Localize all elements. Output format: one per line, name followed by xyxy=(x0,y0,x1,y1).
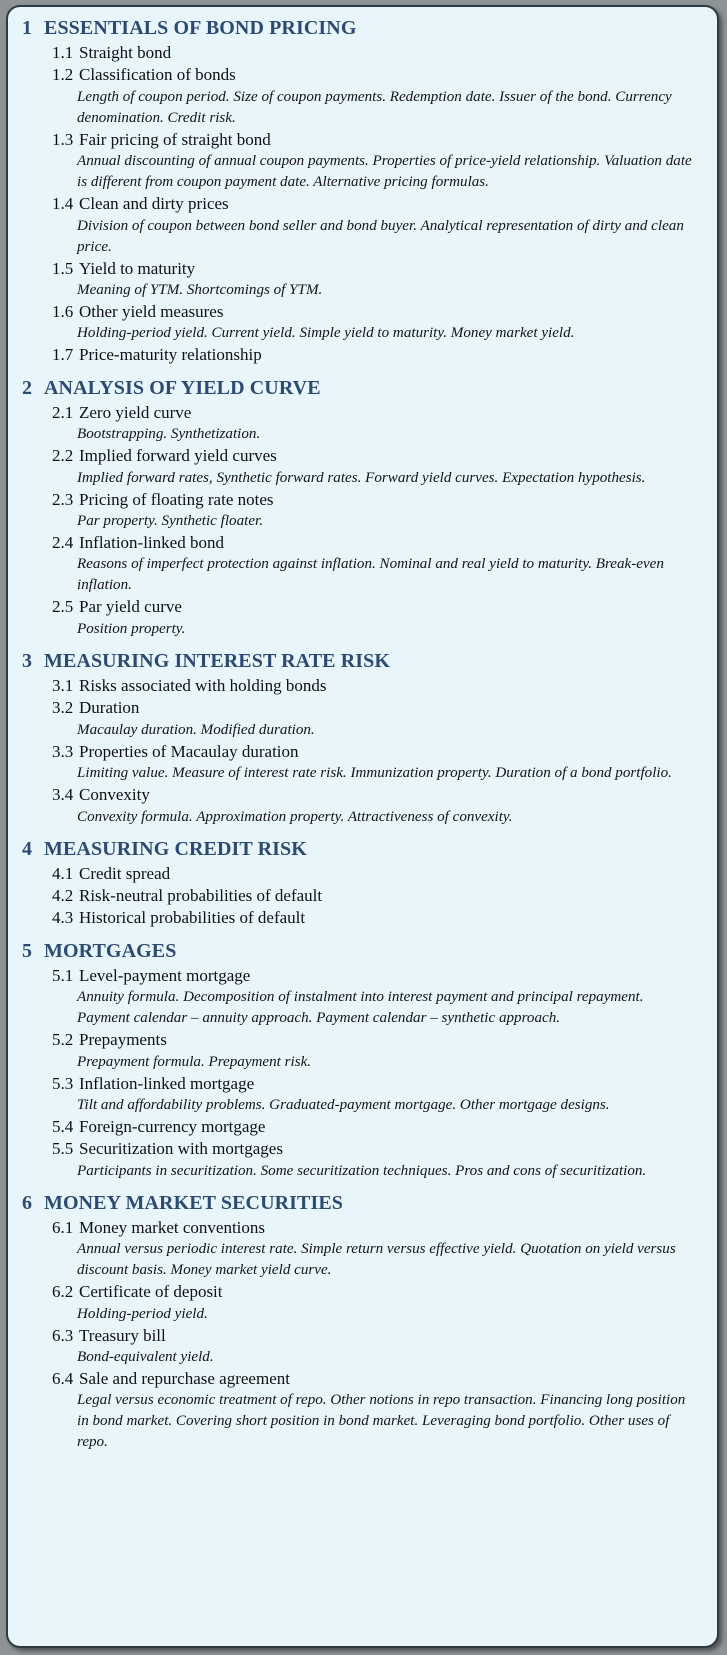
subsection-label: Treasury bill xyxy=(79,1325,166,1345)
subsection-label: Duration xyxy=(79,698,140,718)
outline-subsection xyxy=(20,1029,705,1072)
subsection-number: 5.1 xyxy=(52,965,78,985)
subsection-number: 2.4 xyxy=(52,533,78,553)
subsection-title-row xyxy=(52,1138,705,1160)
subsection-number: 3.3 xyxy=(52,741,78,761)
subsection-title-row xyxy=(52,675,705,697)
subsection-label: Level-payment mortgage xyxy=(79,965,251,985)
subsection-number: 3.2 xyxy=(52,698,78,718)
subsection-number: 1.7 xyxy=(52,345,78,365)
subsection-number: 1.3 xyxy=(52,129,78,149)
subsection-title-row xyxy=(52,741,705,763)
subsection-label: Sale and repurchase agreement xyxy=(79,1368,290,1388)
subsection-title-row xyxy=(52,1281,705,1303)
outline-subsection xyxy=(20,596,705,639)
subsection-label: Historical probabilities of default xyxy=(79,908,306,928)
section-number: 1 xyxy=(22,17,38,39)
outline-subsection xyxy=(20,193,705,257)
subsection-title-row xyxy=(52,1073,705,1095)
subsection-number: 1.4 xyxy=(52,194,78,214)
outline-subsection xyxy=(20,42,705,64)
subsection-number: 6.2 xyxy=(52,1282,78,1302)
subsection-title-row xyxy=(52,784,705,806)
subsection-title-row xyxy=(52,402,705,424)
section-title: ANALYSIS OF YIELD CURVE xyxy=(44,376,321,399)
subsection-description: Limiting value. Measure of interest rate risk. Immunization property. Duration of a bond portfolio. xyxy=(77,765,672,782)
section-title: MONEY MARKET SECURITIES xyxy=(44,1191,344,1214)
subsection-description: Macaulay duration. Modified duration. xyxy=(77,721,315,738)
subsection-label: Inflation-linked bond xyxy=(79,533,224,553)
subsection-number: 1.5 xyxy=(52,258,78,278)
subsection-description: Holding-period yield. xyxy=(77,1305,208,1322)
subsection-number: 5.3 xyxy=(52,1073,78,1093)
subsection-label: Certificate of deposit xyxy=(79,1282,223,1302)
outline-subsection xyxy=(20,1325,705,1368)
outline-subsection xyxy=(20,129,705,193)
subsection-title-row xyxy=(52,301,705,323)
outline-subsection xyxy=(20,445,705,488)
subsection-number: 5.2 xyxy=(52,1030,78,1050)
subsection-number: 1.2 xyxy=(52,65,78,85)
subsection-title-row xyxy=(52,42,705,64)
subsection-number: 6.3 xyxy=(52,1325,78,1345)
subsection-label: Yield to maturity xyxy=(79,258,196,278)
subsection-number: 4.1 xyxy=(52,863,78,883)
subsection-label: Inflation-linked mortgage xyxy=(79,1073,255,1093)
subsection-title-row xyxy=(52,489,705,511)
subsection-description: Meaning of YTM. Shortcomings of YTM. xyxy=(77,282,323,299)
subsection-description: Par property. Synthetic floater. xyxy=(77,513,263,530)
outline-subsection xyxy=(20,1116,705,1138)
outline-subsection xyxy=(20,1281,705,1324)
outline-subsection xyxy=(20,907,705,929)
course-outline-card xyxy=(6,5,719,1648)
subsection-description: Participants in securitization. Some securitization techniques. Pros and cons of securitization. xyxy=(77,1162,647,1179)
subsection-title-row xyxy=(52,965,705,987)
subsection-number: 5.5 xyxy=(52,1139,78,1159)
section-number: 5 xyxy=(22,939,38,962)
outline-section xyxy=(20,16,705,367)
subsection-description: Tilt and affordability problems. Graduated-payment mortgage. Other mortgage designs. xyxy=(77,1096,610,1113)
outline-subsection xyxy=(20,697,705,740)
subsection-title-row xyxy=(52,1368,705,1390)
subsection-label: Properties of Macaulay duration xyxy=(79,741,299,761)
subsection-description: Holding-period yield. Current yield. Simple yield to maturity. Money market yield. xyxy=(77,325,575,342)
section-number: 3 xyxy=(22,649,38,672)
outline-subsection xyxy=(20,885,705,907)
subsection-description: Length of coupon period. Size of coupon payments. Redemption date. Issuer of the bond. Currency denomination. Credit risk. xyxy=(77,88,672,126)
subsection-label: Par yield curve xyxy=(79,597,182,617)
subsection-number: 1.6 xyxy=(52,302,78,322)
subsection-title-row xyxy=(52,1029,705,1051)
section-title: MORTGAGES xyxy=(44,939,177,962)
subsection-number: 6.1 xyxy=(52,1217,78,1237)
subsection-label: Risks associated with holding bonds xyxy=(79,675,327,695)
subsection-title-row xyxy=(52,64,705,86)
subsection-label: Fair pricing of straight bond xyxy=(79,129,271,149)
outline-subsection xyxy=(20,489,705,532)
section-title: MEASURING INTEREST RATE RISK xyxy=(44,649,391,672)
outline-subsection xyxy=(20,402,705,445)
outline-subsection xyxy=(20,301,705,344)
outline-section xyxy=(20,837,705,930)
subsection-title-row xyxy=(52,907,705,929)
section-title: MEASURING CREDIT RISK xyxy=(44,837,307,860)
subsection-number: 2.2 xyxy=(52,446,78,466)
subsection-title-row xyxy=(52,129,705,151)
subsection-label: Other yield measures xyxy=(79,302,224,322)
section-heading xyxy=(20,376,705,401)
subsection-label: Clean and dirty prices xyxy=(79,194,229,214)
outline-subsection xyxy=(20,1138,705,1181)
outline-subsection xyxy=(20,965,705,1029)
subsection-title-row xyxy=(52,1116,705,1138)
section-heading xyxy=(20,1191,705,1216)
subsection-number: 4.3 xyxy=(52,908,78,928)
subsection-description: Annual versus periodic interest rate. Simple return versus effective yield. Quotation on yield versus discount basis. Money market yield curve. xyxy=(77,1241,676,1279)
subsection-label: Credit spread xyxy=(79,863,171,883)
outline-subsection xyxy=(20,1217,705,1281)
section-heading xyxy=(20,649,705,674)
section-title: ESSENTIALS OF BOND PRICING xyxy=(44,17,357,39)
subsection-label: Prepayments xyxy=(79,1030,167,1050)
outline-section xyxy=(20,1191,705,1454)
subsection-label: Zero yield curve xyxy=(79,402,192,422)
section-number: 2 xyxy=(22,376,38,399)
outline-section xyxy=(20,939,705,1182)
subsection-number: 6.4 xyxy=(52,1368,78,1388)
subsection-label: Pricing of floating rate notes xyxy=(79,489,274,509)
subsection-label: Convexity xyxy=(79,785,150,805)
subsection-description: Position property. xyxy=(77,620,186,637)
outline-subsection xyxy=(20,784,705,827)
subsection-number: 2.3 xyxy=(52,489,78,509)
subsection-title-row xyxy=(52,1217,705,1239)
subsection-title-row xyxy=(52,193,705,215)
subsection-label: Classification of bonds xyxy=(79,65,236,85)
subsection-title-row xyxy=(52,697,705,719)
subsection-number: 2.1 xyxy=(52,402,78,422)
subsection-label: Foreign-currency mortgage xyxy=(79,1116,266,1136)
section-number: 6 xyxy=(22,1191,38,1214)
section-heading xyxy=(20,837,705,862)
subsection-title-row xyxy=(52,1325,705,1347)
subsection-label: Risk-neutral probabilities of default xyxy=(79,885,323,905)
subsection-description: Convexity formula. Approximation property. Attractiveness of convexity. xyxy=(77,808,513,825)
subsection-description: Prepayment formula. Prepayment risk. xyxy=(77,1053,312,1070)
subsection-label: Securitization with mortgages xyxy=(79,1139,283,1159)
subsection-description: Bootstrapping. Synthetization. xyxy=(77,426,261,443)
subsection-number: 2.5 xyxy=(52,597,78,617)
subsection-label: Implied forward yield curves xyxy=(79,446,277,466)
subsection-label: Money market conventions xyxy=(79,1217,266,1237)
subsection-number: 4.2 xyxy=(52,885,78,905)
outline-section xyxy=(20,376,705,640)
outline-subsection xyxy=(20,258,705,301)
subsection-label: Straight bond xyxy=(79,43,172,62)
outline-subsection xyxy=(20,1368,705,1453)
outline-subsection xyxy=(20,675,705,697)
outline-subsection xyxy=(20,532,705,596)
section-heading xyxy=(20,16,705,41)
subsection-number: 3.1 xyxy=(52,675,78,695)
subsection-label: Price-maturity relationship xyxy=(79,345,262,365)
subsection-description: Division of coupon between bond seller and bond buyer. Analytical representation of dirty and clean price. xyxy=(77,217,684,255)
subsection-number: 1.1 xyxy=(52,43,78,62)
outline-subsection xyxy=(20,64,705,128)
subsection-title-row xyxy=(52,344,705,366)
subsection-description: Reasons of imperfect protection against inflation. Nominal and real yield to maturity. Break-even inflation. xyxy=(77,556,664,594)
subsection-title-row xyxy=(52,445,705,467)
subsection-description: Implied forward rates, Synthetic forward rates. Forward yield curves. Expectation hypothesis. xyxy=(77,469,646,486)
outline-section xyxy=(20,649,705,828)
subsection-title-row xyxy=(52,863,705,885)
subsection-title-row xyxy=(52,532,705,554)
subsection-description: Annuity formula. Decomposition of instalment into interest payment and principal repayment. Payment calendar – annuity approach. Payment calendar – synthetic approach. xyxy=(77,989,644,1027)
outline-subsection xyxy=(20,344,705,366)
subsection-description: Annual discounting of annual coupon payments. Properties of price-yield relationship. Valuation date is different from coupon payment date. Alternative pricing formulas. xyxy=(77,153,692,191)
subsection-title-row xyxy=(52,258,705,280)
subsection-description: Legal versus economic treatment of repo. Other notions in repo transaction. Financing long position in bond market. Covering short position in bond market. Leveraging bond portfolio. Other uses of repo. xyxy=(77,1392,686,1451)
outline-subsection xyxy=(20,863,705,885)
subsection-number: 3.4 xyxy=(52,785,78,805)
subsection-number: 5.4 xyxy=(52,1116,78,1136)
section-heading xyxy=(20,939,705,964)
subsection-title-row xyxy=(52,596,705,618)
subsection-description: Bond-equivalent yield. xyxy=(77,1348,214,1365)
outline-subsection xyxy=(20,741,705,784)
section-number: 4 xyxy=(22,837,38,860)
outline-subsection xyxy=(20,1073,705,1116)
subsection-title-row xyxy=(52,885,705,907)
